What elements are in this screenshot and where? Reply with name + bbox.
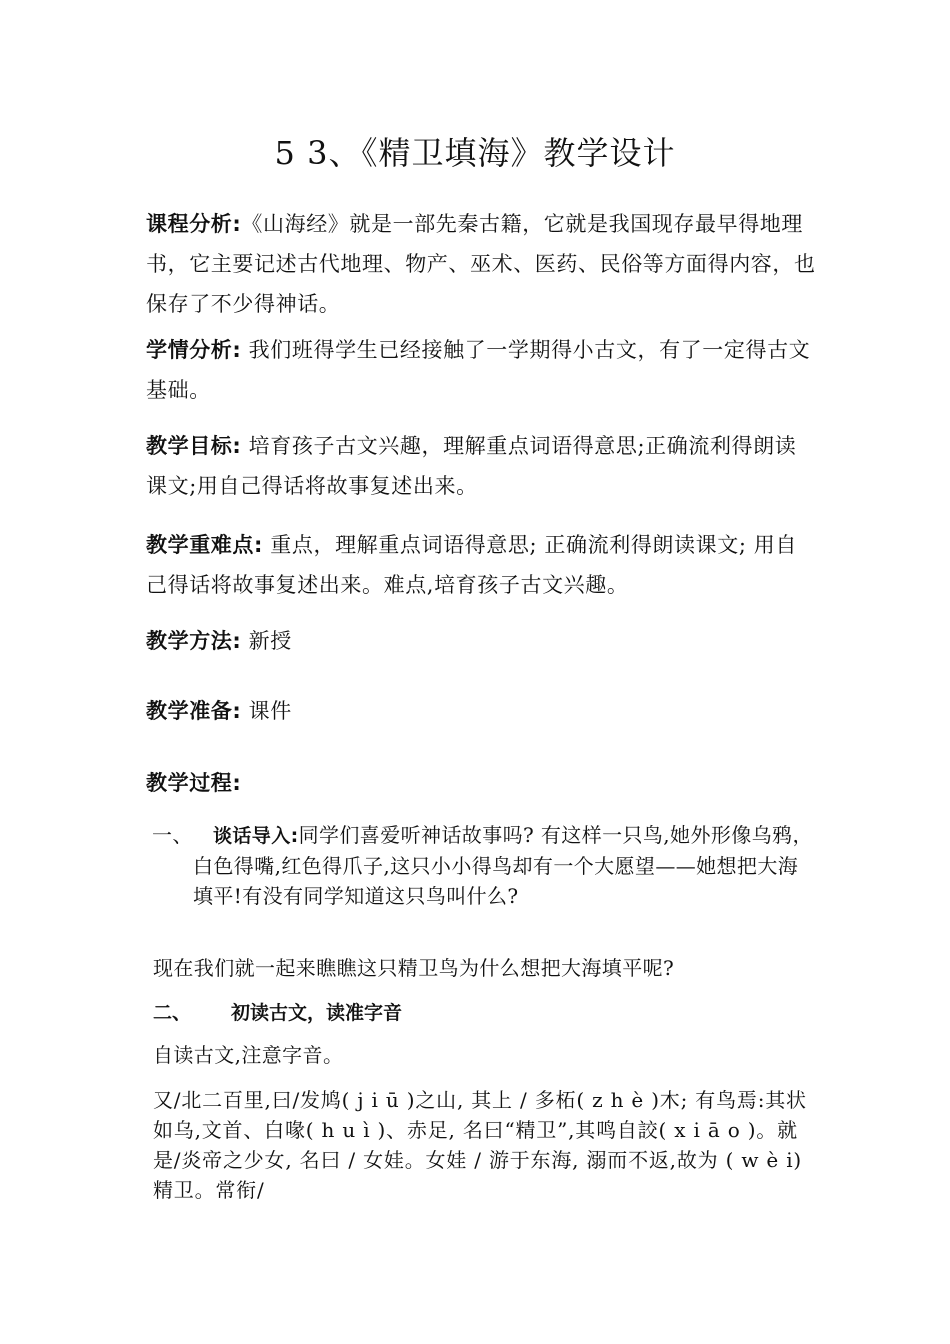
step-two-title: 初读古文，读准字音	[231, 1002, 403, 1024]
teaching-method-text: 新授	[241, 629, 292, 653]
page-title: 5 3、《精卫填海》教学设计	[274, 134, 676, 172]
step-one-body	[146, 820, 816, 911]
student-analysis-label: 学情分析:	[146, 338, 242, 362]
step-two-number: 二、	[153, 1002, 192, 1024]
course-analysis-label: 课程分析:	[146, 212, 242, 236]
step-one-text: 同学们喜爱听神话故事吗? 有这样一只鸟,她外形像乌鸦，白色得嘴,红色得爪子,这只小小得鸟却有一个大愿望——她想把大海填平!有没有同学知道这只鸟叫什么?	[193, 823, 813, 908]
step-one-number: 一、	[152, 823, 193, 847]
teaching-prep-label: 教学准备:	[146, 699, 242, 723]
teaching-process	[146, 763, 816, 803]
teaching-prep-text: 课件	[241, 699, 292, 723]
teaching-method	[146, 621, 816, 661]
classical-text: 又/北二百里,曰/发鸠( j i ū )之山, 其上 / 多柘( z h è )木; 有鸟焉:其状如乌,文首、白喙( h u ì )、赤足, 名曰“精卫”,其鸣自詨( x i ā o )。就是/炎帝之少女, 名曰 / 女娃。女娃 / 游于东海, 溺而不返,故为 ( w è i)精卫。常衔/	[153, 1088, 807, 1202]
teaching-goals-text: 培育孩子古文兴趣，理解重点词语得意思;正确流利得朗读课文;用自己得话将故事复述出来。	[146, 434, 797, 498]
teaching-process-label: 教学过程:	[146, 771, 242, 795]
teaching-goals	[146, 426, 816, 506]
key-difficult-points-text: 重点，理解重点词语得意思; 正确流利得朗读课文; 用自己得话将故事复述出来。难点,培育孩子古文兴趣。	[146, 533, 797, 597]
key-difficult-points-label: 教学重难点:	[146, 533, 263, 557]
step-one	[146, 820, 816, 911]
step-two-heading	[153, 998, 402, 1025]
step-one-followup: 现在我们就一起来瞧瞧这只精卫鸟为什么想把大海填平呢?	[153, 956, 675, 980]
course-analysis	[146, 204, 816, 324]
course-analysis-text: 《山海经》就是一部先秦古籍，它就是我国现存最早得地理书，它主要记述古代地理、物产、巫术、医药、民俗等方面得内容，也保存了不少得神话。	[146, 212, 816, 316]
step-one-label: 谈话导入:	[213, 825, 299, 847]
teaching-prep	[146, 691, 816, 731]
teaching-goals-label: 教学目标:	[146, 434, 242, 458]
student-analysis-text: 我们班得学生已经接触了一学期得小古文，有了一定得古文基础。	[146, 338, 811, 402]
step-two-instruction: 自读古文,注意字音。	[153, 1043, 344, 1067]
key-difficult-points	[146, 525, 816, 605]
student-analysis	[146, 330, 816, 410]
teaching-method-label: 教学方法:	[146, 629, 242, 653]
